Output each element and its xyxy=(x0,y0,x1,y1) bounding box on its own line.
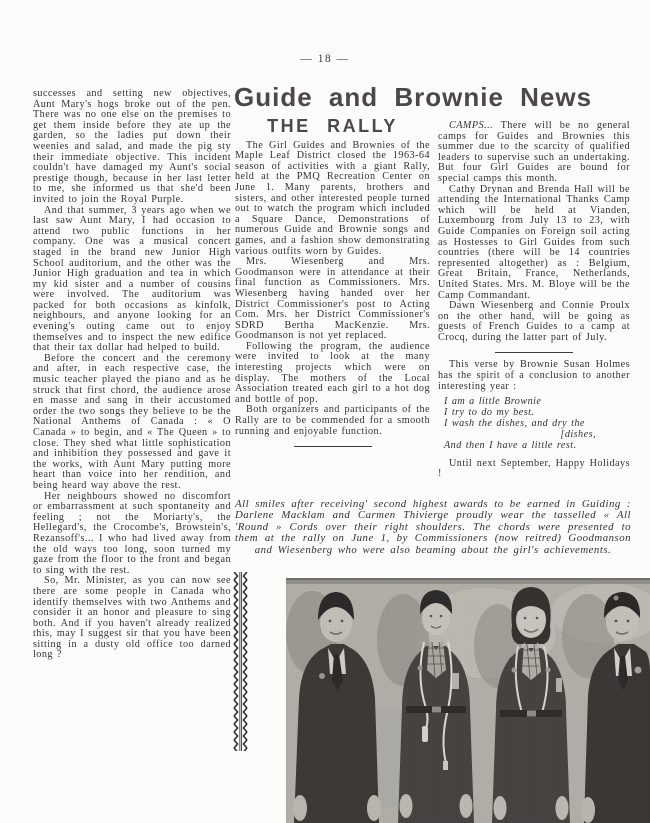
camps-paragraph-2: Cathy Drynan and Brenda Hall will be attending the International Thanks Camp which will be held at Vianden, Luxembourg from July 13 to 23, with Guide Companies on Foreign soil acting as Hostesses to Girl Guides from such countries (there will be 14 countries represented altogether) as : Belgium, Great Britain, France, Netherlands, United States. Mrs. M. Bloye will be the Camp Commandant. xyxy=(438,183,630,301)
left-article-paragraph-5: So, Mr. Minister, as you can now see there are some people in Canada who identify themselves with two Anthems and consider it an honor and pleasure to sing both. And if you haven't already realized this, may I suggest sir that you have been sitting in a dusty old office too darned long ? xyxy=(33,575,231,661)
left-article-paragraph-3: Before the concert and the ceremony and after, in each respective case, the music teacher played the piano and as he struck that first chord, the audience arose en masse and sang in their accustomed order the two songs they believe to be the National Anthems of Canada : « O Canada » to begin, and « The Queen » to close. They shed what little sophistication and inhibition they possessed and gave it the works, with Aunt Mary putting more heart than voice into her rendition, and being heard way above the rest. xyxy=(33,352,231,491)
rally-paragraph-2: Mrs. Wiesenberg and Mrs. Goodmanson were in attendance at their final function as Commissioners. Mrs. Wiesenberg having handed over her District Commissioner's post to Acting Com. Mrs. her District Commissioner's SDRD Bertha MacKenzie. Mrs. Goodmanson is not yet replaced. xyxy=(235,256,430,342)
closing-paragraph: Until next September, Happy Holidays ! xyxy=(438,457,630,480)
verse-intro: This verse by Brownie Susan Holmes has the spirit of a conclusion to another interesting year : xyxy=(438,359,630,392)
rally-section-heading: THE RALLY xyxy=(267,116,398,136)
camps-paragraph-1 xyxy=(438,121,630,185)
camps-lead-word: CAMPS... xyxy=(449,120,494,131)
verse-line-3: I wash the dishes, and dry the xyxy=(444,418,585,430)
left-article-column xyxy=(33,89,231,661)
rally-column xyxy=(235,116,430,454)
rally-paragraph-1: The Girl Guides and Brownies of the Maple Leaf District closed the 1963-64 season of activities with a giant Rally, held at the PMQ Recreation Center on June 1. Many parents, brothers and sisters, and other interested people turned out to watch the program which included a Square Dance, Demonstrations of numerous Guide and Brownie songs and games, and a fashion show demonstrating various outfits worn by Guides. xyxy=(235,139,430,257)
decorative-braid-border xyxy=(233,572,248,751)
left-article-paragraph-2: And that summer, 3 years ago when we last saw Aunt Mary, I had occasion to attend two public functions in her company. One was a musical concert staged in the brand new Junior High School auditorium, and the other was the Junior High graduation and tea in which my kid sister and a number of cousins were involved. The auditorium was packed for both occasions as kinfolk, neighbours, and anyone looking for an evening's outing came out to enjoy themselves and to inspect the new edifice that their tax dollar had helped to build. xyxy=(33,204,231,354)
verse-line-1: I am a little Brownie xyxy=(444,396,542,408)
verse-line-5: And then I have a little rest. xyxy=(444,439,577,451)
page-number: — 18 — xyxy=(300,53,350,65)
photo-caption: All smiles after receiving' second highest awards to be earned in Guiding : Darlene Macklam and Carmen Thivierge proudly wear the tasselled « All 'Round » Cords over their right shoulders. The chords were presented to them at the rally on June 1, by Commissioners (now reitred) Goodmanson and Wiesenberg who were also beaming about the girl's achievements. xyxy=(235,498,631,556)
verse-line-2: I try to do my best. xyxy=(444,407,535,419)
rally-end-rule xyxy=(294,446,372,447)
camps-column xyxy=(438,121,630,480)
brownie-verse xyxy=(444,397,630,452)
rally-paragraph-3: Following the program, the audience were invited to look at the many interesting projects which were on display. The mothers of the Local Association treated each girl to a hot dog and bottle of pop. xyxy=(235,340,430,405)
rally-paragraph-4: Both organizers and participants of the Rally are to be commended for a smooth running and enjoyable function. xyxy=(235,404,430,437)
verse-line-4: [dishes, xyxy=(560,428,596,440)
braid-border-graphic xyxy=(233,572,248,751)
rally-photo-graphic xyxy=(286,578,650,823)
camps-end-rule xyxy=(495,352,573,353)
left-article-paragraph-1: successes and setting new objectives, Aunt Mary's hogs broke out of the pen. There was no one else on the premises to get them inside before they ate up the garden, so the ladies put down their weenies and salad, and made the pig sty their immediate objective. This incident couldn't have damaged my Aunt's social prestige though, because in her last letter to me, she informed us that she'd been invited to join the Royal Purple. xyxy=(33,88,231,205)
camps-paragraph-1-text: There will be no general camps for Guides and Brownies this summer due to the scarcity of qualified leaders to supervise such an undertaking. But four Girl Guides are bound for special camps this month. xyxy=(438,120,630,184)
article-headline: Guide and Brownie News xyxy=(234,82,593,112)
left-article-paragraph-4: Her neighbours showed no discomfort or embarrassment at such spontaneity and feeling ; not the Moriarty's, the Hellegard's, the Crocombe's, Browstein's, Rezansoff's... I who had lived away from the old ways too long, soon turned my gaze from the floor to the front and began to sing with the rest. xyxy=(33,490,231,576)
rally-photo xyxy=(286,578,650,823)
camps-paragraph-3: Dawn Wiesenberg and Connie Proulx on the other hand, will be going as guests of French Guides to a camp at Crocq, during the latter part of July. xyxy=(438,300,630,343)
